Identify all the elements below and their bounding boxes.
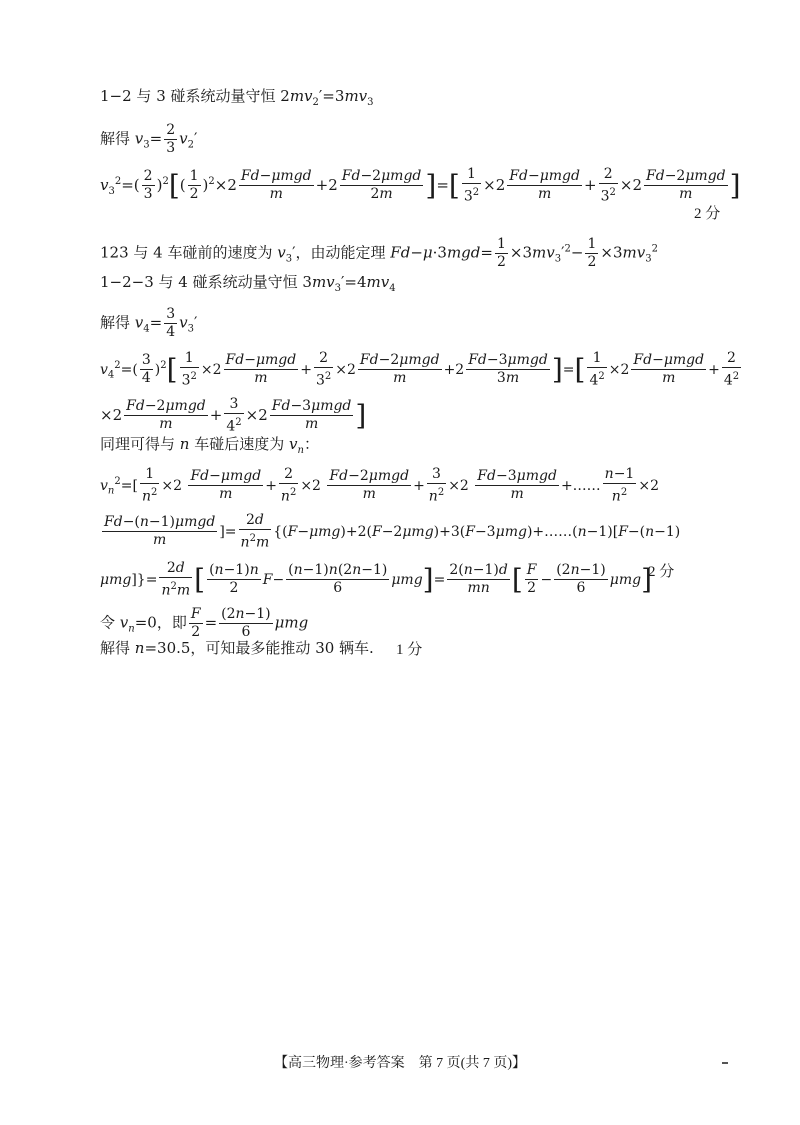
line-momentum-1-2-3: 1−2 与 3 碰系统动量守恒 $2mv_2'=3mv_3$ — [100, 87, 374, 108]
score-2pt-b: 2 分 — [648, 564, 675, 580]
line-general-n: 同理可得与 n 车碰后速度为 $v_n$： — [100, 435, 319, 456]
line-v4-squared: $v_4^2=$( $\frac{3}{4}$ )$^2$[ $\frac{1}{3^2}$ ×2 $\frac{\text{Fd−μmgd}}{m}$ + $\frac{2}{3^2}$ ×2 $\frac{\text{Fd−2μmgd}}{m}$ +2 $\frac{\text{Fd−3μmgd}}{3m}$ ]=[ $\frac{1}{4^2}$ ×2 $\frac{\text{Fd−μmgd}}{m}$ + $\frac{2}{4^2}$ — [100, 350, 740, 389]
line-final-answer: 解得 n=30.5，可知最多能推动 30 辆车. — [100, 639, 374, 657]
line-v4-continued: ×2 $\frac{\text{Fd−2μmgd}}{m}$ + $\frac{3}{4^2}$ ×2 $\frac{\text{Fd−3μmgd}}{m}$ ] — [100, 396, 367, 435]
line-set-vn-zero: 令 $v_n=0$，即 $\frac{F}{2}$ = $\frac{(2n-1)}{6}$ μmg — [100, 606, 309, 640]
line-solve-v4: 解得 $v_4=$ $\frac{3}{4}$ $v_3'$ — [100, 306, 198, 340]
score-1pt: 1 分 — [396, 642, 423, 658]
line-v3-squared: $v_3^2=$( $\frac{2}{3}$ )$^2$[( $\frac{1}{2}$ )$^2$×2 $\frac{\text{Fd−μmgd}}{m}$ +2 $\frac{\text{Fd−2μmgd}}{2m}$ ]=[ $\frac{1}{3^2}$ ×2 $\frac{\text{Fd−μmgd}}{m}$ + $\frac{2}{3^2}$ ×2 $\frac{\text{Fd−2μmgd}}{m}$ ] — [100, 166, 741, 205]
line-solve-v3: 解得 $v_3=$ $\frac{2}{3}$ $v_2'$ — [100, 122, 198, 156]
line-vn-result: μmg]}= $\frac{2d}{n^2m}$ [ $\frac{(n-1)n}{2}$ F− $\frac{(n-1)n(2n-1)}{6}$ μmg]= $\frac{2(n-1)d}{mn}$ [ $\frac{F}{2}$ − $\frac{(2n-1)}{6}$ μmg] — [100, 560, 653, 599]
score-2pt-a: 2 分 — [694, 206, 721, 222]
line-vn-sum: $\frac{\text{Fd−(n−1)μmgd}}{m}$ ]= $\frac{2d}{n^2m}$ {(F−μmg)+2(F−2μmg)+3(F−3μmg)+……(n−1)[F−(n−1) — [104, 512, 681, 551]
page-footer: 【高三物理·参考答案 第 7 页(共 7 页)】 — [274, 1056, 526, 1071]
line-kinetic-theorem: 123 与 4 车碰前的速度为 $v_3'$，由动能定理 Fd−μ·3mgd= $\frac{1}{2}$ $\times 3mv_3'^2-$ $\frac{1}{2}$ $\times 3mv_3^2$ — [100, 236, 658, 270]
corner-mark — [722, 1062, 728, 1064]
line-vn-squared: $v_n^2=$[ $\frac{1}{n^2}$ ×2 $\frac{\text{Fd−μmgd}}{m}$ + $\frac{2}{n^2}$ ×2 $\frac{\text{Fd−2μmgd}}{m}$ + $\frac{3}{n^2}$ ×2 $\frac{\text{Fd−3μmgd}}{m}$ +…… $\frac{n-1}{n^2}$ ×2 — [100, 466, 659, 505]
line-momentum-123-4: 1−2−3 与 4 碰系统动量守恒 $3mv_3'=4mv_4$ — [100, 273, 396, 294]
